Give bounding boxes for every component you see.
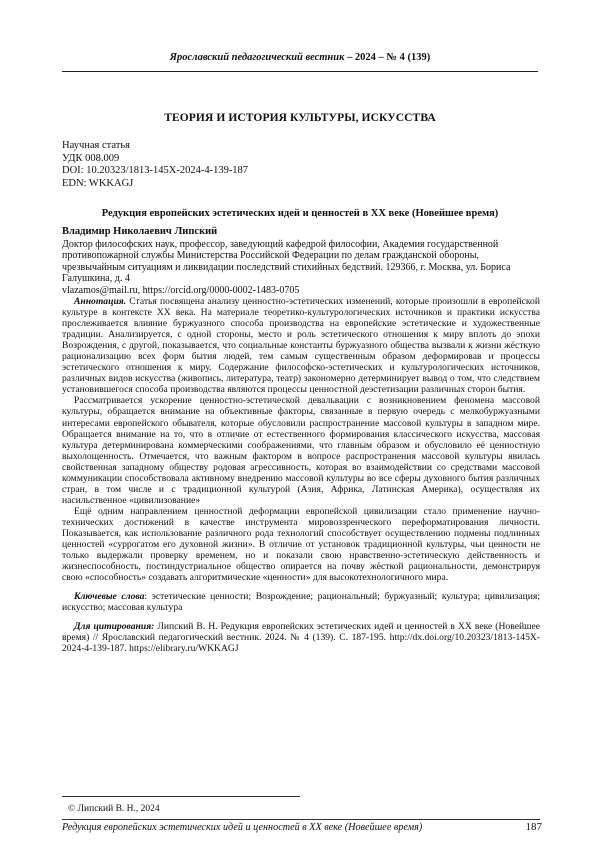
citation-paragraph xyxy=(62,621,540,654)
footer-rule xyxy=(62,819,540,820)
journal-issue: – 2024 – № 4 (139) xyxy=(344,52,431,63)
article-title: Редукция европейских эстетических идей и ценностей в XX веке (Новейшее время) xyxy=(101,208,499,219)
author-name: Владимир Николаевич Липский xyxy=(62,226,218,237)
edn: EDN: WKKAGJ xyxy=(62,177,134,189)
article-meta xyxy=(62,140,248,190)
page-number: 187 xyxy=(525,821,542,833)
footnote-rule xyxy=(62,796,300,797)
author-block xyxy=(62,226,540,297)
abstract-paragraph xyxy=(62,296,540,395)
running-title: Редукция европейских эстетических идей и ценностей в XX веке (Новейшее время) xyxy=(62,822,423,833)
citation-text: Липский В. Н. Редукция европейских эстетических идей и ценностей в XX веке (Новейшее время) // Ярославский педагогический вестник. 2024. № 4 (139). С. 187-195. http://dx.doi.org/10.20323/1813-145X-2024-4-139-187. https://elibrary.ru/WKKAGJ xyxy=(62,621,540,655)
author-contact: vlazamos@mail.ru, https://orcid.org/0000-0002-1483-0705 xyxy=(62,284,300,296)
keywords-paragraph xyxy=(62,591,540,613)
journal-name: Ярославский педагогический вестник xyxy=(169,52,345,63)
abstract-paragraph-2: Рассматривается ускорение ценностно-эстетической девальвации с возникновением феномена массовой культуры, обращается внимание на объективные факторы, связанные в первую очередь с мелкобуржуазными интересами европейского обывателя, которые обусловили распространение массовой культуры в западном мире. Обращается внимание на то, что в отличие от естественного формирования классического искусства, массовая культура детерминирована коммерческими соображениями, что главным образом и обусловило её ценностную выхолощенность. Отмечается, что важным фактором в вопросе распространения массовой культуры явилась свойственная западному обществу родовая агрессивность, которая во взаимодействии со средствами массовой коммуникации способствовала активному внедрению массовой культуры во все сферы духовного бытия различных стран, в том числе и с традиционной культурой (Азия, Африка, Латинская Америка), осуществляя их насильственное «цивилизование» xyxy=(62,395,540,506)
section-title: ТЕОРИЯ И ИСТОРИЯ КУЛЬТУРЫ, ИСКУССТВА xyxy=(164,112,436,124)
header-rule xyxy=(62,71,538,72)
keywords-label: Ключевые слова xyxy=(74,591,145,603)
udk-code: УДК 008.009 xyxy=(62,152,120,164)
abstract-paragraph-3: Ещё одним направлением ценностной деформации европейской цивилизации стало применение научно-технических достижений в качестве инструмента мировоззренческого переформатирования личности. Показывается, как использование различного рода технологий способствует осуществлению подмены подлинных ценностей «суррогатом его духовной жизни». В отличие от установок традиционной культуры, чьи ценности не только выдержали проверку временем, но и показали свою нравственно-эстетическую действенность и жизнеспособность, постиндустриальное общество опирается на почву жёсткой рациональности, демонстрируя свою «способность» создавать алгоритмические «ценности» для высокотехнологичного мира. xyxy=(62,505,540,584)
abstract-section xyxy=(62,296,540,654)
abstract-text: Статья посвящена анализу ценностно-эстетических изменений, которые произошли в европейской культуре в контексте XX века. На материале теоретико-культурологических источников и практики искусства прослеживается влияние буржуазного способа производства на европейские эстетические и художественные традиции. Анализируется, с одной стороны, место и роль эстетического отношения к миру вплоть до эпохи Возрождения, с другой, показывается, что социальные константы буржуазного общества вызвали к жизни жёсткую рационализацию всех форм бытия людей, тем самым существенным образом деформировав и процессы эстетического отношения к миру. Содержание философско-эстетических и культурологических источников, различных видов искусства (живопись, литература, театр) закономерно детерминирует вывод о том, что следствием установившегося способа производства являются процессы ценностной деэстетизации различных сторон бытия. xyxy=(62,296,540,396)
doi: DOI: 10.20323/1813-145X-2024-4-139-187 xyxy=(62,165,249,176)
citation-label: Для цитирования: xyxy=(74,621,155,633)
article-type: Научная статья xyxy=(62,140,130,151)
copyright-note: © Липский В. Н., 2024 xyxy=(68,804,160,814)
author-affiliation: Доктор философских наук, профессор, заведующий кафедрой философии, Академия государственной противопожарной службы Министерства Российской Федерации по делам гражданской обороны, чрезвычайным ситуациям и ликвидации последствий стихийных бедствий. 129366, г. Москва, ул. Бориса Галушкина, д. 4 xyxy=(62,238,511,285)
abstract-label: Аннотация. xyxy=(74,296,127,307)
keywords-text: : эстетические ценности; Возрождение; рациональный; буржуазный; культура; цивилизация; искусство; массовая культура xyxy=(62,591,540,614)
journal-header xyxy=(0,52,600,63)
